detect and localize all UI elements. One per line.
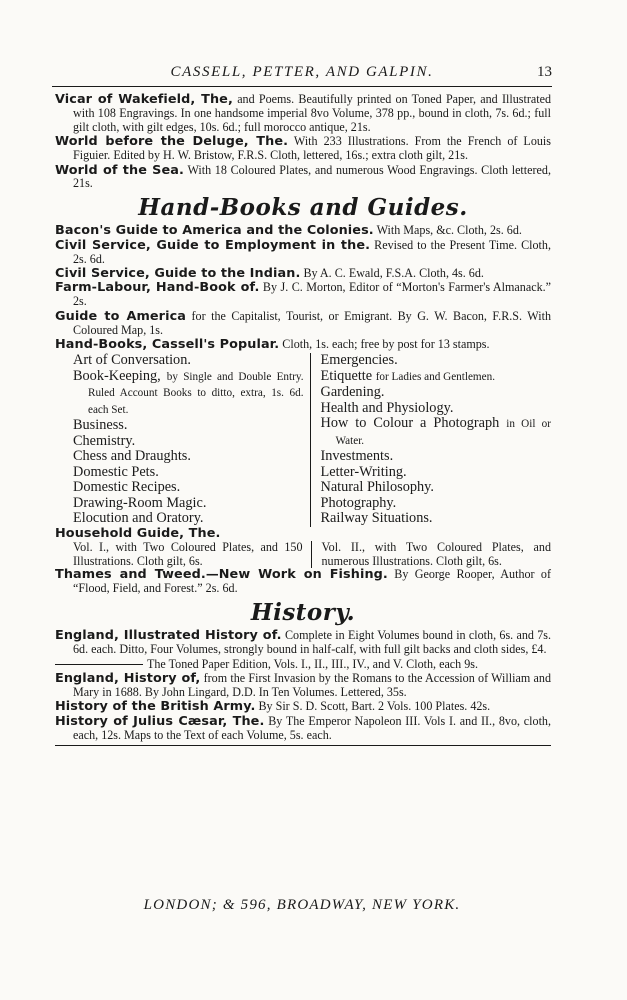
entry-title: Bacon's Guide to America and the Colonies. (55, 223, 374, 239)
handbook-item-name: Investments. (320, 448, 394, 464)
handbook-item-name: Art of Conversation. (73, 352, 191, 368)
entries-group-b (55, 224, 551, 352)
entry-title: History of Julius Cæsar, The. (55, 713, 265, 729)
entry-text: With 233 Illustrations. From the French of Louis Figuier. Edited by H. W. Bristow, F.R.S. Cloth, lettered, 16s.; extra cloth gilt, 21s. (73, 134, 551, 163)
page-number: 13 (537, 64, 552, 80)
catalogue-entry (55, 700, 551, 714)
handbook-item-name: Domestic Recipes. (73, 479, 181, 495)
handbook-item (73, 449, 304, 465)
entry-title: Household Guide, The. (55, 525, 221, 541)
entry-text: With 18 Coloured Plates, and numerous Wood Engravings. Cloth lettered, 21s. (73, 162, 551, 191)
household-vol-1: Vol. I., with Two Coloured Plates, and 150 Illustrations. Cloth gilt, 6s. (73, 540, 303, 568)
handbook-item-name: Natural Philosophy. (320, 479, 434, 495)
entry-text: from the First Invasion by the Romans to the Accession of William and Mary in 1688. By John Lingard, D.D. In Ten Volumes. Lettered, 35s. (73, 670, 551, 699)
entry-text: Revised to the Present Time. Cloth, 2s. 6d. (73, 237, 551, 266)
entry-title: England, Illustrated History of. (55, 628, 282, 644)
dash-rule (55, 664, 143, 665)
entry-text: Cloth, 1s. each; free by post for 13 stamps. (282, 337, 490, 352)
entry-text: By J. C. Morton, Editor of “Morton's Farmer's Almanack.” 2s. (73, 280, 552, 309)
handbook-item-name: Chess and Draughts. (73, 448, 191, 464)
catalogue-entry (55, 629, 551, 657)
handbook-item-name: Elocution and Oratory. (73, 510, 204, 526)
entry-title: Vicar of Wakefield, The, (55, 92, 233, 107)
catalogue-entry (55, 527, 551, 541)
handbook-item-note: for Ladies and Gentlemen. (375, 370, 495, 383)
catalogue-entry (55, 224, 551, 238)
handbook-item (73, 480, 304, 496)
handbook-item (73, 465, 304, 481)
handbook-list (73, 353, 551, 527)
catalogue-entry (55, 715, 551, 743)
handbook-item-name: Book-Keeping, (73, 367, 161, 384)
handbook-item (73, 418, 304, 434)
entry-title: England, History of, (55, 670, 201, 686)
catalogue-entry (55, 568, 551, 596)
section-heading-history: History. (250, 599, 356, 627)
catalogue-entry (55, 135, 551, 163)
entry-continuation (55, 658, 551, 672)
entry-title: Farm-Labour, Hand-Book of. (55, 280, 260, 296)
catalogue-entry (55, 267, 551, 281)
handbook-item-name: How to Colour a Photograph (320, 415, 500, 431)
page-header (52, 64, 552, 87)
entry-text: By Sir S. D. Scott, Bart. 2 Vols. 100 Plates. 42s. (258, 699, 491, 714)
handbook-item (321, 369, 552, 386)
entries-group-a (55, 93, 551, 191)
handbook-item-name: Emergencies. (320, 352, 398, 368)
handbook-item (321, 401, 552, 417)
handbook-item-name: Drawing-Room Magic. (73, 494, 207, 511)
entry-title: Thames and Tweed.—New Work on Fishing. (55, 567, 388, 583)
handbook-item-note: in Oil or Water. (335, 418, 551, 447)
catalogue-entry (55, 239, 551, 267)
catalogue-entry (55, 93, 551, 135)
catalogue-entry (55, 338, 551, 352)
household-vol-2: Vol. II., with Two Coloured Plates, and numerous Illustrations. Cloth gilt, 6s. (311, 541, 552, 568)
entry-title: Civil Service, Guide to Employment in the. (55, 237, 371, 253)
catalogue-entry (55, 164, 551, 192)
handbook-item-name: Etiquette (320, 367, 373, 384)
handbook-item (73, 511, 304, 527)
catalogue-entry (55, 672, 551, 700)
entry-text: By George Rooper, Author of “Flood, Field, and Forest.” 2s. 6d. (73, 567, 552, 596)
entry-title: Hand-Books, Cassell's Popular. (55, 337, 280, 353)
entry-title: Guide to America (55, 308, 187, 324)
catalogue-content (55, 93, 551, 746)
handbook-item-note: by Single and Double Entry. Ruled Account Books to ditto, extra, 1s. 6d. each Set. (88, 370, 304, 416)
entry-title: World before the Deluge, The. (55, 134, 289, 150)
section-heading-handbooks: Hand-Books and Guides. (138, 194, 468, 222)
handbook-item (321, 511, 552, 527)
handbook-item (73, 353, 304, 369)
entry-title: History of the British Army. (55, 699, 256, 715)
handbook-item (73, 369, 304, 419)
handbook-item-name: Gardening. (320, 384, 385, 400)
entry-text: With Maps, &c. Cloth, 2s. 6d. (376, 223, 522, 238)
handbook-item (321, 385, 552, 401)
page-footer: LONDON; & 596, BROADWAY, NEW YORK. (143, 897, 461, 913)
handbook-item-name: Health and Physiology. (320, 399, 454, 416)
handbook-item (321, 480, 552, 496)
handbook-item (73, 496, 304, 512)
handbook-item (321, 465, 552, 481)
handbook-item-name: Letter-Writing. (320, 463, 407, 480)
catalogue-entry (55, 281, 551, 309)
entry-text: for the Capitalist, Tourist, or Emigrant. By G. W. Bacon, F.R.S. With Coloured Map, 1s. (73, 308, 551, 337)
entry-text: and Poems. Beautifully printed on Toned Paper, and Illustrated with 108 Engravings. In one handsome imperial 8vo Volume, 378 pp., bound in cloth, 7s. 6d.; full gilt cloth, with gilt edges, 10s. 6d.; full morocco antique, 21s. (73, 92, 551, 134)
handbook-item-name: Photography. (320, 494, 397, 511)
entry-title: Civil Service, Guide to the Indian. (55, 266, 301, 282)
handbook-item (321, 496, 552, 512)
handbook-list-right (310, 353, 552, 527)
handbook-item (321, 449, 552, 465)
handbook-item (321, 353, 552, 369)
handbook-item (321, 416, 552, 449)
entries-group-c (55, 672, 551, 743)
handbook-item-name: Railway Situations. (320, 510, 433, 526)
entry-text: The Toned Paper Edition, Vols. I., II., III., IV., and V. Cloth, each 9s. (147, 656, 479, 671)
handbook-item (73, 434, 304, 450)
entry-text: Complete in Eight Volumes bound in cloth, 6s. and 7s. 6d. each. Ditto, Four Volumes, strongly bound in half-calf, with full gilt backs and cloth sides, £4. (73, 628, 552, 657)
running-title: CASSELL, PETTER, AND GALPIN. (170, 64, 434, 80)
entry-text: By A. C. Ewald, F.S.A. Cloth, 4s. 6d. (303, 266, 484, 281)
entry-text: By The Emperor Napoleon III. Vols I. and II., 8vo, cloth, each, 12s. Maps to the Text of each Volume, 5s. each. (73, 713, 551, 742)
handbook-item-name: Chemistry. (73, 432, 136, 449)
handbook-list-left (73, 353, 310, 527)
entry-title: World of the Sea. (55, 162, 184, 178)
catalogue-entry (55, 310, 551, 338)
bottom-rule (55, 745, 551, 746)
household-volumes (73, 541, 551, 568)
handbook-item-name: Business. (73, 417, 128, 433)
handbook-item-name: Domestic Pets. (73, 463, 159, 480)
